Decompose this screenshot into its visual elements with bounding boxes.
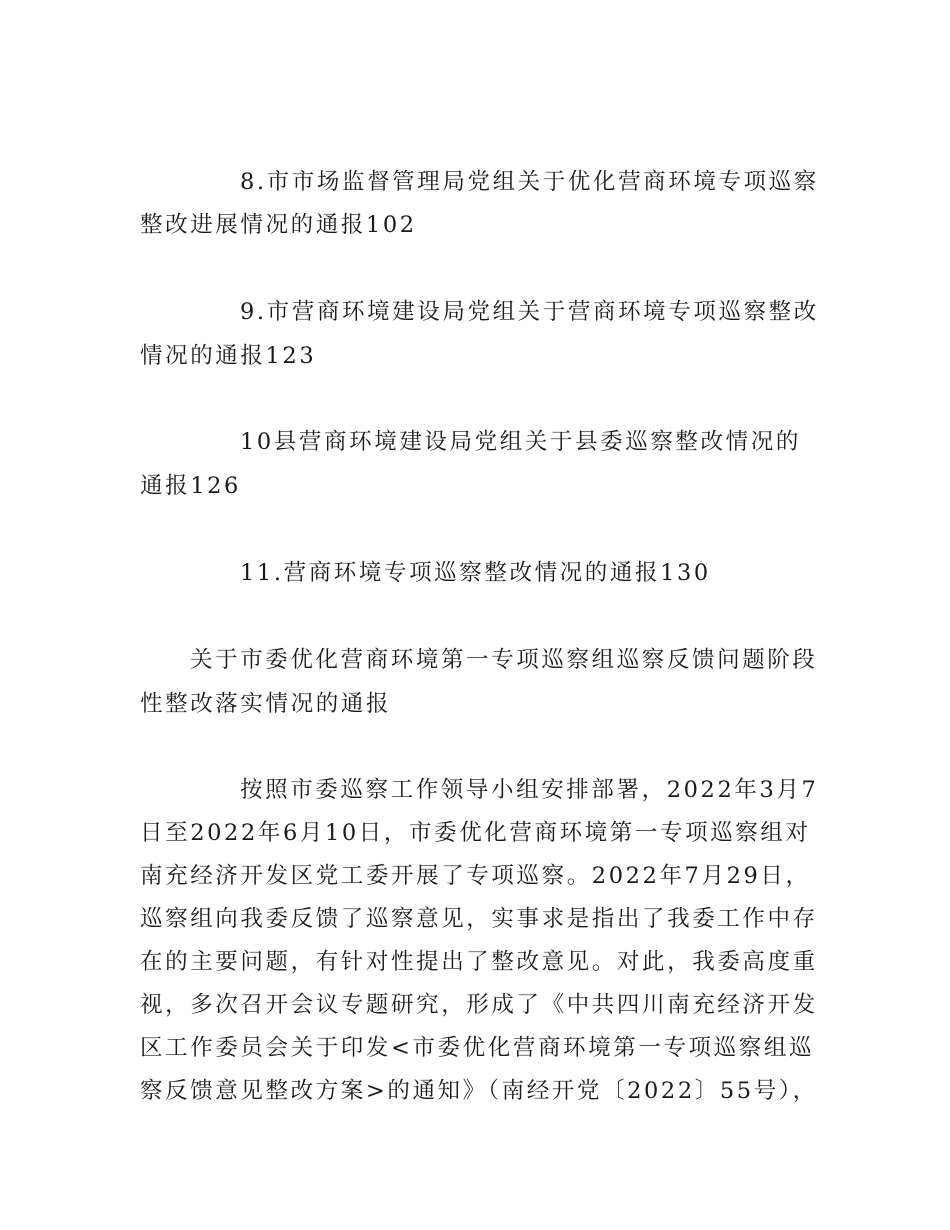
body-line-8: 察反馈意见整改方案>的通知》（南经开党〔2022〕55号）， [140, 1078, 818, 1104]
body-line-2: 日至2022年6月10日，市委优化营商环境第一专项巡察组对 [140, 820, 811, 846]
toc-item-10-line2: 通报126 [140, 473, 241, 499]
toc-item-8-line1: 8.市市场监督管理局党组关于优化营商环境专项巡察 [240, 169, 819, 195]
toc-item-9-line1: 9.市营商环境建设局党组关于营商环境专项巡察整改 [240, 299, 819, 325]
toc-item-9-line2: 情况的通报123 [140, 343, 317, 369]
toc-item-10-line1: 10县营商环境建设局党组关于县委巡察整改情况的 [240, 429, 801, 455]
section-title-line2: 性整改落实情况的通报 [140, 691, 392, 717]
body-line-1: 按照市委巡察工作领导小组安排部署，2022年3月7 [240, 777, 819, 803]
toc-item-8-line2: 整改进展情况的通报102 [140, 212, 417, 238]
body-line-3: 南充经济开发区党工委开展了专项巡察。2022年7月29日， [140, 863, 811, 889]
section-title-line1: 关于市委优化营商环境第一专项巡察组巡察反馈问题阶段 [190, 647, 818, 673]
toc-item-11-line1: 11.营商环境专项巡察整改情况的通报130 [240, 560, 711, 586]
body-line-6: 视，多次召开会议专题研究，形成了《中共四川南充经济开发 [140, 992, 818, 1018]
body-line-4: 巡察组向我委反馈了巡察意见，实事求是指出了我委工作中存 [140, 906, 818, 932]
body-line-7: 区工作委员会关于印发<市委优化营商环境第一专项巡察组巡 [140, 1035, 815, 1061]
body-line-5: 在的主要问题，有针对性提出了整改意见。对此，我委高度重 [140, 949, 818, 975]
